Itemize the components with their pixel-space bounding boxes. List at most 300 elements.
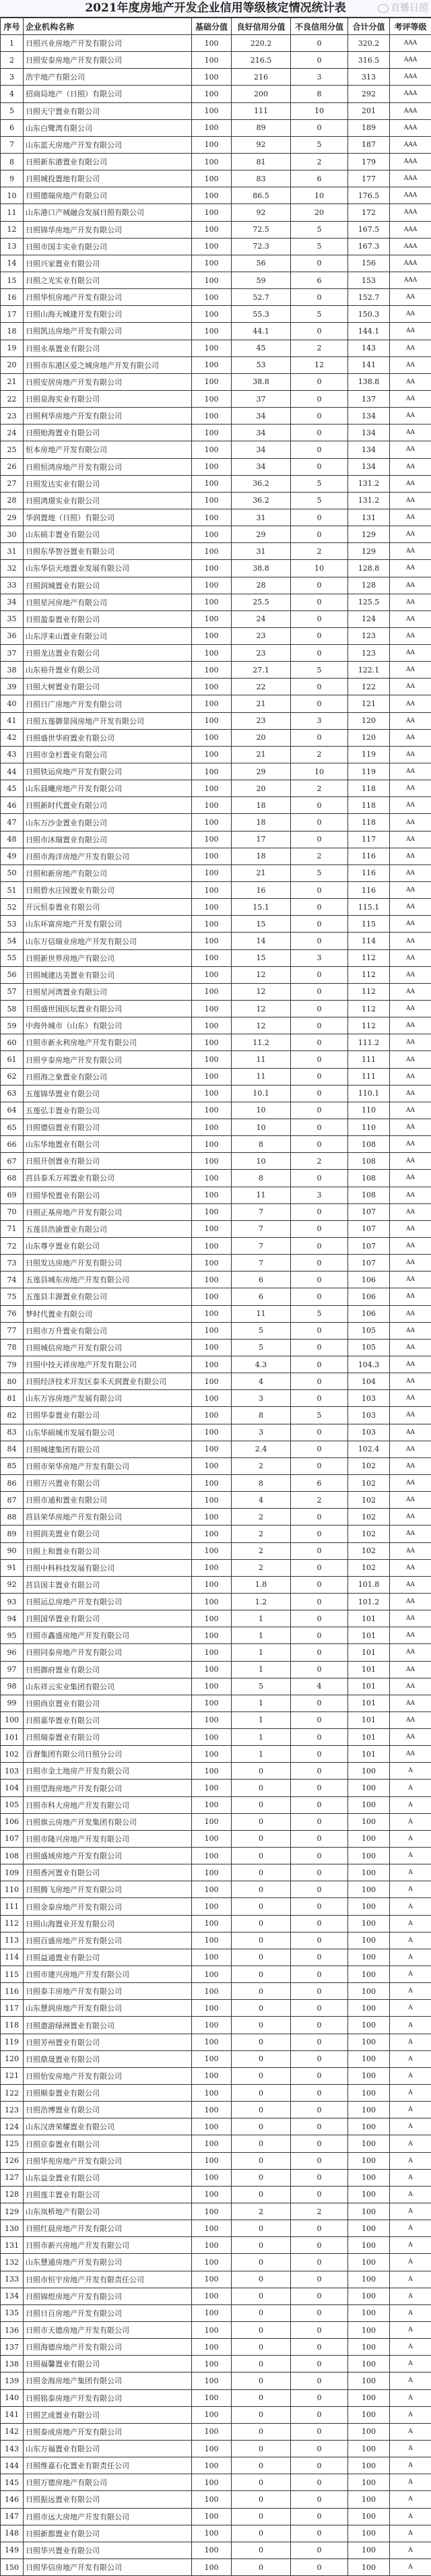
cell-good-credit-score: 0	[232, 1983, 291, 2000]
cell-rating-grade: A	[390, 1813, 431, 1830]
cell-index: 16	[1, 289, 24, 306]
cell-company-name: 五莲县城东房地产开发有限公司	[24, 1271, 192, 1288]
table-row	[1, 2389, 431, 2406]
table-row	[1, 1441, 431, 1457]
cell-rating-grade: AA	[390, 509, 431, 526]
cell-good-credit-score: 7	[232, 1255, 291, 1271]
cell-total-score: 100	[348, 1813, 390, 1830]
cell-good-credit-score: 4	[232, 1373, 291, 1390]
cell-company-name: 莒县荣华房地产开发有限公司	[24, 1509, 192, 1526]
cell-total-score: 101	[348, 1661, 390, 1678]
cell-base-score: 100	[192, 594, 232, 610]
table-row	[1, 1153, 431, 1170]
cell-index: 43	[1, 746, 24, 763]
cell-base-score: 100	[192, 1695, 232, 1711]
cell-total-score: 110	[348, 1119, 390, 1136]
cell-rating-grade: AA	[390, 645, 431, 662]
cell-good-credit-score: 0	[232, 2237, 291, 2254]
cell-base-score: 100	[192, 1576, 232, 1593]
cell-good-credit-score: 0	[232, 1966, 291, 1983]
cell-base-score: 100	[192, 1102, 232, 1119]
cell-rating-grade: AA	[390, 695, 431, 712]
table-row	[1, 2135, 431, 2152]
cell-company-name: 日照市金杉置业有限公司	[24, 746, 192, 763]
cell-rating-grade: AA	[390, 441, 431, 458]
cell-index: 72	[1, 1237, 24, 1254]
header-company-name: 企业机构名称	[24, 18, 192, 35]
cell-rating-grade: AA	[390, 1068, 431, 1085]
cell-company-name: 日照市海洋房地产开发有限公司	[24, 848, 192, 865]
cell-total-score: 112	[348, 949, 390, 966]
cell-good-credit-score: 0	[232, 2152, 291, 2169]
cell-bad-credit-score: 10	[291, 102, 348, 119]
cell-base-score: 100	[192, 1068, 232, 1085]
cell-base-score: 100	[192, 1881, 232, 1898]
cell-base-score: 100	[192, 1542, 232, 1559]
cell-company-name: 日照市鑫盛房地产开发有限公司	[24, 1627, 192, 1644]
cell-rating-grade: AA	[390, 1322, 431, 1339]
cell-company-name: 日照红晨房地产开发有限公司	[24, 2220, 192, 2237]
cell-bad-credit-score: 0	[291, 1695, 348, 1711]
cell-rating-grade: AA	[390, 356, 431, 373]
table-row	[1, 1136, 431, 1153]
cell-index: 116	[1, 1983, 24, 2000]
cell-total-score: 129	[348, 526, 390, 543]
cell-base-score: 100	[192, 916, 232, 933]
cell-bad-credit-score: 10	[291, 560, 348, 577]
cell-index: 3	[1, 69, 24, 86]
cell-total-score: 292	[348, 86, 390, 102]
cell-bad-credit-score: 0	[291, 526, 348, 543]
cell-index: 91	[1, 1559, 24, 1576]
cell-good-credit-score: 5	[232, 1678, 291, 1695]
table-row	[1, 1492, 431, 1509]
cell-company-name: 日照怡安房地产开发有限公司	[24, 2067, 192, 2084]
cell-base-score: 100	[192, 577, 232, 594]
cell-index: 85	[1, 1457, 24, 1474]
cell-index: 82	[1, 1407, 24, 1424]
cell-index: 73	[1, 1255, 24, 1271]
cell-good-credit-score: 216.5	[232, 52, 291, 69]
cell-bad-credit-score: 0	[291, 2254, 348, 2271]
cell-bad-credit-score: 0	[291, 441, 348, 458]
cell-total-score: 100	[348, 1983, 390, 2000]
cell-total-score: 101	[348, 1729, 390, 1746]
cell-company-name: 日照兴业房地产开发有限公司	[24, 35, 192, 52]
cell-base-score: 100	[192, 2135, 232, 2152]
table-row	[1, 1339, 431, 1356]
cell-total-score: 111.2	[348, 1034, 390, 1051]
cell-company-name: 日照泰丰房地产开发有限公司	[24, 1983, 192, 2000]
cell-total-score: 100	[348, 2000, 390, 2017]
cell-rating-grade: AA	[390, 1136, 431, 1153]
cell-good-credit-score: 56	[232, 255, 291, 272]
cell-base-score: 100	[192, 2254, 232, 2271]
table-row	[1, 746, 431, 763]
table-row	[1, 933, 431, 949]
cell-good-credit-score: 34	[232, 441, 291, 458]
cell-index: 51	[1, 882, 24, 899]
cell-company-name: 华润置地（日照）有限公司	[24, 509, 192, 526]
cell-base-score: 100	[192, 238, 232, 255]
cell-rating-grade: A	[390, 2017, 431, 2034]
cell-good-credit-score: 0	[232, 2304, 291, 2321]
cell-index: 63	[1, 1085, 24, 1102]
cell-total-score: 124	[348, 610, 390, 627]
cell-good-credit-score: 0	[232, 1932, 291, 1949]
cell-good-credit-score: 0	[232, 2102, 291, 2118]
cell-base-score: 100	[192, 1034, 232, 1051]
cell-index: 18	[1, 323, 24, 340]
cell-rating-grade: A	[390, 2152, 431, 2169]
cell-good-credit-score: 0	[232, 2558, 291, 2575]
cell-bad-credit-score: 0	[291, 2288, 348, 2304]
cell-bad-credit-score: 6	[291, 1474, 348, 1491]
cell-bad-credit-score: 0	[291, 2152, 348, 2169]
cell-total-score: 104	[348, 1373, 390, 1390]
cell-rating-grade: AA	[390, 814, 431, 831]
cell-base-score: 100	[192, 441, 232, 458]
cell-index: 147	[1, 2508, 24, 2525]
cell-bad-credit-score: 0	[291, 1170, 348, 1187]
cell-bad-credit-score: 3	[291, 69, 348, 86]
cell-index: 31	[1, 543, 24, 560]
cell-company-name: 百督集团有限公司日照分公司	[24, 1746, 192, 1763]
cell-company-name: 山东祥云实业集团有限公司	[24, 1678, 192, 1695]
cell-base-score: 100	[192, 1848, 232, 1864]
cell-good-credit-score: 0	[232, 2406, 291, 2423]
cell-good-credit-score: 2	[232, 2203, 291, 2220]
table-row	[1, 1949, 431, 1966]
cell-good-credit-score: 7	[232, 1220, 291, 1237]
cell-index: 118	[1, 2017, 24, 2034]
cell-bad-credit-score: 0	[291, 373, 348, 390]
cell-rating-grade: A	[390, 2525, 431, 2542]
table-row	[1, 1983, 431, 2000]
cell-base-score: 100	[192, 2321, 232, 2338]
table-row	[1, 1915, 431, 1932]
cell-company-name: 日照锦华房地产开发有限公司	[24, 221, 192, 238]
cell-good-credit-score: 0	[232, 2118, 291, 2135]
table-row	[1, 1830, 431, 1847]
cell-good-credit-score: 0	[232, 2000, 291, 2017]
cell-index: 34	[1, 594, 24, 610]
cell-bad-credit-score: 5	[291, 865, 348, 881]
cell-total-score: 102	[348, 1492, 390, 1509]
cell-index: 9	[1, 170, 24, 187]
cell-good-credit-score: 10	[232, 1153, 291, 1170]
cell-rating-grade: A	[390, 1932, 431, 1949]
cell-good-credit-score: 1	[232, 1661, 291, 1678]
cell-index: 102	[1, 1746, 24, 1763]
cell-good-credit-score: 4.3	[232, 1356, 291, 1373]
table-row	[1, 627, 431, 644]
cell-base-score: 100	[192, 2457, 232, 2474]
cell-bad-credit-score: 0	[291, 1441, 348, 1457]
cell-base-score: 100	[192, 2389, 232, 2406]
table-row	[1, 1237, 431, 1254]
cell-rating-grade: AA	[390, 1492, 431, 1509]
cell-bad-credit-score: 0	[291, 1255, 348, 1271]
cell-company-name: 日照天宁置业有限公司	[24, 102, 192, 119]
cell-rating-grade: AA	[390, 712, 431, 729]
cell-total-score: 110	[348, 1102, 390, 1119]
cell-good-credit-score: 7	[232, 1203, 291, 1220]
cell-index: 19	[1, 340, 24, 356]
cell-good-credit-score: 0	[232, 2423, 291, 2440]
cell-bad-credit-score: 0	[291, 1017, 348, 1034]
cell-base-score: 100	[192, 1949, 232, 1966]
cell-rating-grade: A	[390, 2034, 431, 2050]
cell-index: 53	[1, 916, 24, 933]
cell-good-credit-score: 21	[232, 865, 291, 881]
table-row	[1, 1780, 431, 1796]
cell-base-score: 100	[192, 2085, 232, 2102]
cell-good-credit-score: 14	[232, 933, 291, 949]
cell-base-score: 100	[192, 1864, 232, 1881]
cell-base-score: 100	[192, 848, 232, 865]
cell-good-credit-score: 45	[232, 340, 291, 356]
cell-company-name: 日照市新兴房地产开发有限公司	[24, 2237, 192, 2254]
cell-total-score: 100	[348, 2525, 390, 2542]
cell-index: 1	[1, 35, 24, 52]
cell-total-score: 100	[348, 1864, 390, 1881]
cell-rating-grade: AA	[390, 543, 431, 560]
table-row	[1, 679, 431, 695]
cell-index: 135	[1, 2304, 24, 2321]
cell-bad-credit-score: 10	[291, 187, 348, 204]
cell-rating-grade: A	[390, 1966, 431, 1983]
cell-bad-credit-score: 0	[291, 1542, 348, 1559]
cell-bad-credit-score: 0	[291, 2271, 348, 2288]
cell-base-score: 100	[192, 1424, 232, 1441]
credit-rating-table	[0, 18, 431, 2576]
cell-total-score: 101	[348, 1695, 390, 1711]
cell-company-name: 日照华信房地产开发有限公司	[24, 2558, 192, 2575]
cell-company-name: 日照艺成置业有限公司	[24, 2406, 192, 2423]
table-row	[1, 2440, 431, 2457]
cell-base-score: 100	[192, 340, 232, 356]
cell-index: 90	[1, 1542, 24, 1559]
cell-company-name: 日照之光实业有限公司	[24, 272, 192, 288]
cell-index: 117	[1, 2000, 24, 2017]
table-row	[1, 1848, 431, 1864]
cell-index: 75	[1, 1288, 24, 1305]
cell-base-score: 100	[192, 272, 232, 288]
cell-base-score: 100	[192, 1983, 232, 2000]
cell-bad-credit-score: 0	[291, 1644, 348, 1661]
cell-bad-credit-score: 0	[291, 1373, 348, 1390]
cell-base-score: 100	[192, 780, 232, 797]
table-row	[1, 441, 431, 458]
cell-company-name: 日照市荣华房地产开发有限公司	[24, 1457, 192, 1474]
cell-good-credit-score: 0	[232, 2542, 291, 2558]
cell-index: 60	[1, 1034, 24, 1051]
cell-total-score: 105	[348, 1322, 390, 1339]
table-row	[1, 1881, 431, 1898]
table-row	[1, 1729, 431, 1746]
cell-good-credit-score: 15	[232, 949, 291, 966]
table-row	[1, 865, 431, 881]
cell-bad-credit-score: 0	[291, 1085, 348, 1102]
cell-total-score: 101	[348, 1610, 390, 1627]
cell-company-name: 日照望海房地产开发有限公司	[24, 1780, 192, 1796]
cell-base-score: 100	[192, 1474, 232, 1491]
table-row	[1, 136, 431, 153]
cell-company-name: 莒县国丰置业有限公司	[24, 1576, 192, 1593]
cell-base-score: 100	[192, 2220, 232, 2237]
cell-company-name: 日照盛域房地产开发有限公司	[24, 1848, 192, 1864]
table-header-row	[1, 18, 431, 35]
table-row	[1, 1034, 431, 1051]
table-row	[1, 526, 431, 543]
cell-company-name: 山东硕丰置业有限公司	[24, 526, 192, 543]
table-row	[1, 272, 431, 288]
cell-good-credit-score: 18	[232, 814, 291, 831]
cell-good-credit-score: 12	[232, 966, 291, 983]
table-row	[1, 289, 431, 306]
table-row	[1, 1644, 431, 1661]
cell-total-score: 121	[348, 695, 390, 712]
cell-rating-grade: AA	[390, 1746, 431, 1763]
cell-company-name: 山东裕升置业有限公司	[24, 662, 192, 679]
cell-total-score: 313	[348, 69, 390, 86]
cell-rating-grade: A	[390, 2558, 431, 2575]
table-row	[1, 187, 431, 204]
table-row	[1, 1898, 431, 1915]
cell-bad-credit-score: 0	[291, 408, 348, 425]
cell-company-name: 五莲县浩渝置业有限公司	[24, 1220, 192, 1237]
cell-index: 46	[1, 797, 24, 814]
cell-rating-grade: AAA	[390, 221, 431, 238]
cell-rating-grade: A	[390, 2389, 431, 2406]
table-row	[1, 306, 431, 323]
cell-good-credit-score: 3	[232, 1424, 291, 1441]
cell-good-credit-score: 72.3	[232, 238, 291, 255]
cell-bad-credit-score: 0	[291, 2508, 348, 2525]
cell-company-name: 山东益金置业有限公司	[24, 2169, 192, 2186]
cell-bad-credit-score: 0	[291, 35, 348, 52]
cell-company-name: 日照新时代置业有限公司	[24, 797, 192, 814]
cell-bad-credit-score: 5	[291, 136, 348, 153]
cell-bad-credit-score: 2	[291, 1153, 348, 1170]
cell-total-score: 100	[348, 1848, 390, 1864]
table-row	[1, 1288, 431, 1305]
cell-base-score: 100	[192, 2169, 232, 2186]
cell-bad-credit-score: 0	[291, 1780, 348, 1796]
cell-base-score: 100	[192, 2050, 232, 2067]
cell-good-credit-score: 1.8	[232, 1576, 291, 1593]
cell-rating-grade: AA	[390, 729, 431, 746]
cell-total-score: 100	[348, 2102, 390, 2118]
cell-base-score: 100	[192, 187, 232, 204]
cell-bad-credit-score: 0	[291, 2034, 348, 2050]
cell-index: 12	[1, 221, 24, 238]
cell-index: 144	[1, 2457, 24, 2474]
cell-company-name: 日照城建集团有限公司	[24, 1441, 192, 1457]
cell-total-score: 100	[348, 2406, 390, 2423]
cell-company-name: 日照运总房地产开发有限公司	[24, 1593, 192, 1610]
cell-bad-credit-score: 0	[291, 425, 348, 441]
cell-good-credit-score: 21	[232, 746, 291, 763]
cell-bad-credit-score: 0	[291, 1627, 348, 1644]
cell-total-score: 101.2	[348, 1593, 390, 1610]
cell-company-name: 山东岚桥地产有限公司	[24, 2203, 192, 2220]
cell-total-score: 100	[348, 2169, 390, 2186]
table-row	[1, 1187, 431, 1203]
cell-total-score: 103	[348, 1424, 390, 1441]
table-row	[1, 1661, 431, 1678]
cell-rating-grade: AA	[390, 1237, 431, 1254]
cell-company-name: 日照德信置业有限公司	[24, 1119, 192, 1136]
cell-index: 119	[1, 2034, 24, 2050]
cell-total-score: 101.8	[348, 1576, 390, 1593]
cell-good-credit-score: 34	[232, 458, 291, 475]
cell-total-score: 100	[348, 2067, 390, 2084]
cell-rating-grade: AA	[390, 848, 431, 865]
cell-index: 79	[1, 1356, 24, 1373]
cell-rating-grade: AA	[390, 831, 431, 848]
table-row	[1, 797, 431, 814]
table-row	[1, 1559, 431, 1576]
cell-good-credit-score: 53	[232, 356, 291, 373]
cell-bad-credit-score: 0	[291, 679, 348, 695]
cell-index: 32	[1, 560, 24, 577]
cell-company-name: 日照华恒房地产开发有限公司	[24, 289, 192, 306]
cell-good-credit-score: 23	[232, 627, 291, 644]
cell-bad-credit-score: 3	[291, 712, 348, 729]
cell-company-name: 山东万沙金置业有限公司	[24, 814, 192, 831]
cell-rating-grade: A	[390, 1898, 431, 1915]
cell-total-score: 115	[348, 916, 390, 933]
cell-total-score: 100	[348, 1796, 390, 1813]
cell-index: 7	[1, 136, 24, 153]
cell-good-credit-score: 0	[232, 2508, 291, 2525]
cell-rating-grade: A	[390, 2220, 431, 2237]
cell-good-credit-score: 0	[232, 2339, 291, 2356]
cell-rating-grade: AAA	[390, 272, 431, 288]
cell-good-credit-score: 12	[232, 1001, 291, 1017]
cell-base-score: 100	[192, 1509, 232, 1526]
cell-index: 128	[1, 2186, 24, 2203]
cell-company-name: 日照遨游绿洲置业有限公司	[24, 2017, 192, 2034]
cell-total-score: 112	[348, 966, 390, 983]
cell-rating-grade: AA	[390, 1644, 431, 1661]
cell-index: 23	[1, 408, 24, 425]
cell-base-score: 100	[192, 1526, 232, 1542]
cell-base-score: 100	[192, 1390, 232, 1407]
cell-bad-credit-score: 2	[291, 848, 348, 865]
cell-rating-grade: AA	[390, 1457, 431, 1474]
cell-base-score: 100	[192, 1271, 232, 1288]
cell-bad-credit-score: 0	[291, 2169, 348, 2186]
cell-total-score: 108	[348, 1153, 390, 1170]
cell-rating-grade: A	[390, 1848, 431, 1864]
table-row	[1, 35, 431, 52]
cell-base-score: 100	[192, 1339, 232, 1356]
cell-total-score: 100	[348, 1966, 390, 1983]
cell-rating-grade: A	[390, 2440, 431, 2457]
cell-total-score: 167.3	[348, 238, 390, 255]
cell-total-score: 144.1	[348, 323, 390, 340]
cell-total-score: 100	[348, 2457, 390, 2474]
cell-company-name: 日照尚京置业有限公司	[24, 1695, 192, 1711]
cell-index: 71	[1, 1220, 24, 1237]
table-row	[1, 1763, 431, 1780]
cell-rating-grade: AA	[390, 1729, 431, 1746]
cell-rating-grade: AAA	[390, 136, 431, 153]
table-row	[1, 52, 431, 69]
